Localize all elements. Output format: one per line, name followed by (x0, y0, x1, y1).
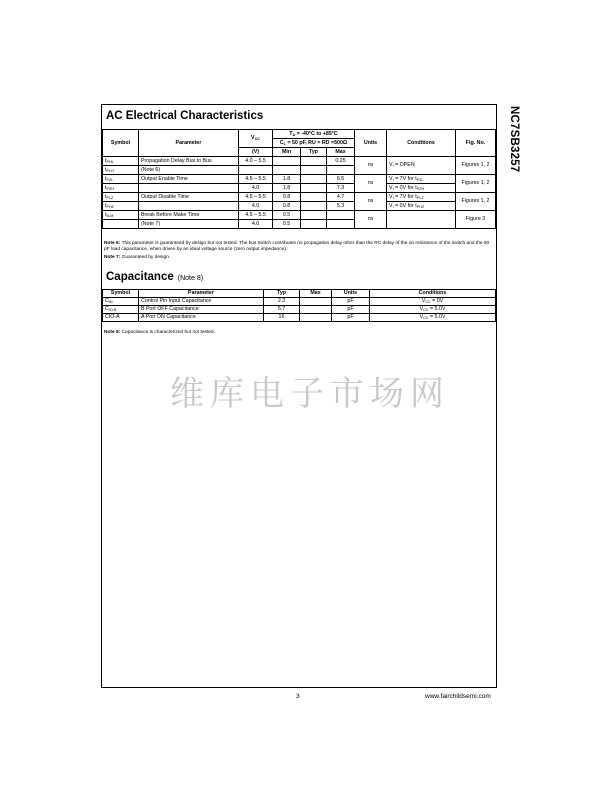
typ-cell (301, 202, 327, 211)
condition-cell: $V_{CC} = 5.0V$ (370, 306, 496, 314)
table-row (103, 175, 496, 184)
units-cell: ns (355, 193, 387, 211)
header-max: Max (327, 148, 355, 157)
units-cell: pF (332, 306, 370, 314)
table-row (103, 193, 496, 202)
vcc-cell: 4.0 (239, 184, 273, 193)
min-cell: 0.5 (273, 220, 301, 229)
capacitance-header-cell: Parameter (139, 290, 264, 298)
parameter-cell (139, 202, 239, 211)
footer-url[interactable]: www.fairchildsemi.com (425, 693, 491, 700)
condition-cell (387, 211, 456, 229)
units-cell: ns (355, 157, 387, 175)
condition-cell: $V_I$ = OPEN (387, 157, 456, 175)
max-cell: 0.25 (327, 157, 355, 166)
typ-cell: 16 (264, 314, 300, 322)
capacitance-header-cell: Conditions (370, 290, 496, 298)
symbol-cell: $t_{PHL}$ (103, 157, 139, 166)
min-cell: 0.5 (273, 211, 301, 220)
symbol-cell: $t_{PHZ}$ (103, 202, 139, 211)
watermark: 维库电子市场网 (170, 374, 450, 414)
typ-cell (301, 175, 327, 184)
typ-cell (301, 193, 327, 202)
capacitance-heading-note: (Note 8) (177, 275, 204, 282)
parameter-cell: Output Enable Time (139, 175, 239, 184)
fig-cell: Figures 1, 2 (456, 157, 496, 175)
table-row (103, 314, 496, 322)
parameter-cell: A Port ON Capacitance (139, 314, 264, 322)
max-cell: 5.3 (327, 202, 355, 211)
table-row (103, 298, 496, 306)
fig-cell: Figures 1, 2 (456, 175, 496, 193)
footnote-text: Capacitance is characterized but not tested. (121, 330, 215, 335)
header-units: Units (355, 130, 387, 157)
units-cell: ns (355, 175, 387, 193)
ac-characteristics-table (102, 129, 496, 229)
units-cell: pF (332, 298, 370, 306)
typ-cell (301, 157, 327, 166)
min-cell (273, 157, 301, 166)
capacitance-header-cell: Max (300, 290, 332, 298)
typ-cell (301, 184, 327, 193)
footnote-label: Note 8: (104, 330, 122, 335)
vcc-cell: 4.5 – 5.5 (239, 211, 273, 220)
header-load-conditions: $C_L = 50$ pF, RU = RD =500Ω (273, 139, 355, 148)
units-cell: ns (355, 211, 387, 229)
header-vcc-unit: (V) (239, 148, 273, 157)
footnote-text: This parameter is guaranteed by design but not tested. The bus switch contributes no propagation delay other than the RC delay of the on resistance of the switch and the 50 pF load capacitance, when driven by an ideal voltage source (zero output impedance). (104, 241, 490, 252)
header-parameter: Parameter (139, 130, 239, 157)
capacitance-notes (104, 330, 492, 338)
max-cell (327, 211, 355, 220)
max-cell: 7.3 (327, 184, 355, 193)
condition-cell: $V_{CC} = 5.0V$ (370, 314, 496, 322)
capacitance-header-row (103, 290, 496, 298)
ac-table-body (103, 157, 496, 229)
max-cell (300, 314, 332, 322)
typ-cell (301, 211, 327, 220)
min-cell: 1.8 (273, 175, 301, 184)
condition-cell: $V_I = 0V$ for $t_{PZH}$ (387, 184, 456, 193)
vcc-cell: 4.0 – 5.5 (239, 157, 273, 166)
capacitance-heading (106, 271, 203, 283)
footnote (104, 330, 492, 336)
condition-cell: $V_I = 0V$ for $t_{PHZ}$ (387, 202, 456, 211)
min-cell: 1.8 (273, 184, 301, 193)
footnote-label: Note 7: (104, 254, 122, 260)
table-row (103, 157, 496, 166)
header-temp-range: $T_A = -40^\circ C$ to +85°C (273, 130, 355, 139)
max-cell (327, 220, 355, 229)
min-cell: 0.8 (273, 193, 301, 202)
vcc-cell: 4.5 – 5.5 (239, 175, 273, 184)
capacitance-header-cell: Typ (264, 290, 300, 298)
max-cell (300, 306, 332, 314)
parameter-cell: B Port OFF Capacitance (139, 306, 264, 314)
table-row (103, 211, 496, 220)
typ-cell: 2.3 (264, 298, 300, 306)
typ-cell (301, 220, 327, 229)
fig-cell: Figures 1, 2 (456, 193, 496, 211)
footnote (104, 255, 492, 261)
symbol-cell: $C_{IN}$ (103, 298, 139, 306)
condition-cell: $V_I = 7V$ for $t_{PLZ}$ (387, 193, 456, 202)
ac-notes (104, 241, 492, 263)
min-cell: 0.8 (273, 202, 301, 211)
ac-heading-text: AC Electrical Characteristics (106, 110, 264, 122)
table-row (103, 306, 496, 314)
parameter-cell: Control Pin Input Capacitance (139, 298, 264, 306)
table-row (103, 202, 496, 211)
vcc-cell: 4.5 – 5.5 (239, 193, 273, 202)
header-vcc: $V_{CC}$ (239, 130, 273, 148)
parameter-cell: (Note 7) (139, 220, 239, 229)
capacitance-heading-text: Capacitance (106, 271, 174, 283)
symbol-cell: $t_{PLZ}$ (103, 193, 139, 202)
symbol-cell: $t_{B-M}$ (103, 211, 139, 220)
footnote (104, 241, 492, 253)
max-cell (327, 166, 355, 175)
page-number: 3 (296, 693, 300, 700)
parameter-cell: Break Before Make Time (139, 211, 239, 220)
parameter-cell: Output Disable Time (139, 193, 239, 202)
header-conditions: Conditions (387, 130, 456, 157)
max-cell: 4.7 (327, 193, 355, 202)
parameter-cell (139, 184, 239, 193)
symbol-cell: $t_{PZL}$ (103, 175, 139, 184)
vcc-cell: 4.0 (239, 220, 273, 229)
header-symbol: Symbol (103, 130, 139, 157)
table-row (103, 184, 496, 193)
vcc-cell (239, 166, 273, 175)
header-typ: Typ (301, 148, 327, 157)
typ-cell: 5.7 (264, 306, 300, 314)
max-cell (300, 298, 332, 306)
ac-characteristics-heading (106, 110, 263, 122)
parameter-cell: Propagation Delay Bus to Bus (139, 157, 239, 166)
typ-cell (301, 166, 327, 175)
capacitance-table (102, 289, 496, 322)
capacitance-header-cell: Units (332, 290, 370, 298)
capacitance-header-cell: Symbol (103, 290, 139, 298)
max-cell: 6.5 (327, 175, 355, 184)
condition-cell: $V_I = 7V$ for $t_{PZL}$ (387, 175, 456, 184)
part-number-title: NC7SB3257 (508, 106, 520, 173)
footnote-text: Guaranteed by design. (121, 254, 171, 260)
header-min: Min (273, 148, 301, 157)
units-cell: pF (332, 314, 370, 322)
symbol-cell: $C_{IO-B}$ (103, 306, 139, 314)
symbol-cell: $t_{PZH}$ (103, 184, 139, 193)
header-fig-no: Fig. No. (456, 130, 496, 157)
fig-cell: Figure 3 (456, 211, 496, 229)
capacitance-table-body (103, 298, 496, 322)
footnote-label: Note 6: (104, 241, 122, 246)
vcc-cell: 4.0 (239, 202, 273, 211)
symbol-cell (103, 220, 139, 229)
min-cell (273, 166, 301, 175)
parameter-cell: (Note 6) (139, 166, 239, 175)
condition-cell: $V_{CC} = 0V$ (370, 298, 496, 306)
symbol-cell: CIO-A (103, 314, 139, 322)
symbol-cell: $t_{PLH}$ (103, 166, 139, 175)
